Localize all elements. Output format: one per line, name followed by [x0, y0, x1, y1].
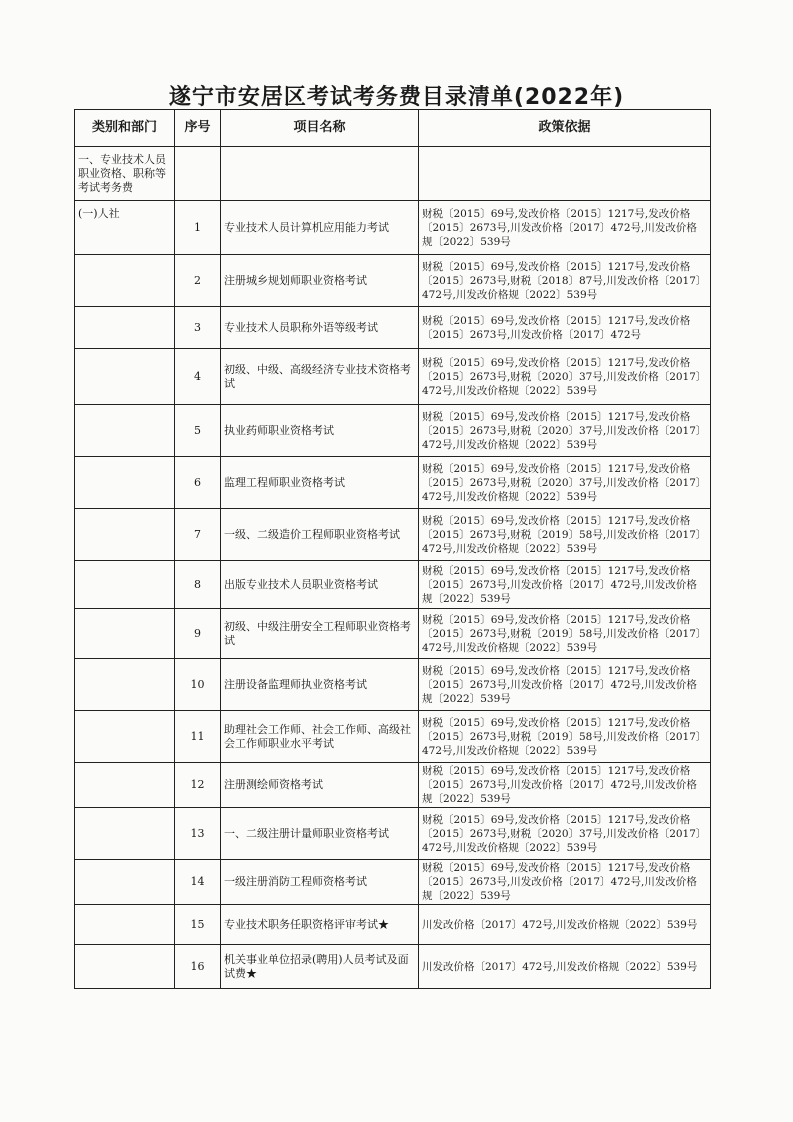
- policy-cell: 财税〔2015〕69号,发改价格〔2015〕1217号,发改价格〔2015〕2673号,财税〔2018〕87号,川发改价格〔2017〕472号,川发改价格规〔2022〕539号: [419, 255, 711, 307]
- category-cell: (一)人社: [75, 201, 175, 255]
- policy-cell: 川发改价格〔2017〕472号,川发改价格规〔2022〕539号: [419, 905, 711, 945]
- seq-cell: 9: [175, 609, 221, 659]
- table-row: [75, 307, 711, 349]
- section-row: [75, 147, 711, 201]
- item-name-cell: 注册测绘师资格考试: [221, 763, 419, 808]
- category-cell: [75, 307, 175, 349]
- table-row: [75, 860, 711, 905]
- table-row: [75, 659, 711, 711]
- header-seq: 序号: [175, 110, 221, 147]
- category-cell: [75, 808, 175, 860]
- item-name-cell: 初级、中级、高级经济专业技术资格考试: [221, 349, 419, 405]
- header-category: 类别和部门: [75, 110, 175, 147]
- category-cell: [75, 905, 175, 945]
- item-name-cell: 专业技术人员计算机应用能力考试: [221, 201, 419, 255]
- category-cell: [75, 561, 175, 609]
- seq-cell: 8: [175, 561, 221, 609]
- seq-cell: 13: [175, 808, 221, 860]
- category-cell: [75, 349, 175, 405]
- category-cell: [75, 457, 175, 509]
- item-name-cell: 专业技术职务任职资格评审考试★: [221, 905, 419, 945]
- policy-cell: 财税〔2015〕69号,发改价格〔2015〕1217号,发改价格〔2015〕2673号,财税〔2019〕58号,川发改价格〔2017〕472号,川发改价格规〔2022〕539号: [419, 711, 711, 763]
- policy-cell: 财税〔2015〕69号,发改价格〔2015〕1217号,发改价格〔2015〕2673号,川发改价格〔2017〕472号: [419, 307, 711, 349]
- seq-cell: 3: [175, 307, 221, 349]
- table-row: [75, 945, 711, 989]
- header-item: 项目名称: [221, 110, 419, 147]
- table-row: [75, 711, 711, 763]
- table-row: [75, 763, 711, 808]
- seq-cell: 15: [175, 905, 221, 945]
- table-row: [75, 561, 711, 609]
- table-row: [75, 609, 711, 659]
- policy-cell: 川发改价格〔2017〕472号,川发改价格规〔2022〕539号: [419, 945, 711, 989]
- table-row: [75, 201, 711, 255]
- item-name-cell: 一级、二级造价工程师职业资格考试: [221, 509, 419, 561]
- seq-cell: 16: [175, 945, 221, 989]
- table-row: [75, 349, 711, 405]
- item-name-cell: 一、二级注册计量师职业资格考试: [221, 808, 419, 860]
- fee-table: [74, 109, 711, 989]
- item-name-cell: 初级、中级注册安全工程师职业资格考试: [221, 609, 419, 659]
- seq-cell: 7: [175, 509, 221, 561]
- policy-cell: 财税〔2015〕69号,发改价格〔2015〕1217号,发改价格〔2015〕2673号,财税〔2020〕37号,川发改价格〔2017〕472号,川发改价格规〔2022〕539号: [419, 457, 711, 509]
- category-cell: [75, 659, 175, 711]
- item-name-cell: 执业药师职业资格考试: [221, 405, 419, 457]
- seq-cell: 2: [175, 255, 221, 307]
- seq-cell: 5: [175, 405, 221, 457]
- seq-cell: 10: [175, 659, 221, 711]
- category-cell: [75, 945, 175, 989]
- table-row: [75, 255, 711, 307]
- table-row: [75, 405, 711, 457]
- item-name-cell: 出版专业技术人员职业资格考试: [221, 561, 419, 609]
- table-row: [75, 509, 711, 561]
- header-policy: 政策依据: [419, 110, 711, 147]
- item-name-cell: 注册城乡规划师职业资格考试: [221, 255, 419, 307]
- item-name-cell: 注册设备监理师执业资格考试: [221, 659, 419, 711]
- policy-cell: 财税〔2015〕69号,发改价格〔2015〕1217号,发改价格〔2015〕2673号,川发改价格〔2017〕472号,川发改价格规〔2022〕539号: [419, 659, 711, 711]
- table-row: [75, 905, 711, 945]
- table-header-row: [75, 110, 711, 147]
- category-cell: [75, 860, 175, 905]
- table-row: [75, 808, 711, 860]
- seq-cell: 12: [175, 763, 221, 808]
- category-cell: [75, 255, 175, 307]
- item-name-cell: 机关事业单位招录(聘用)人员考试及面试费★: [221, 945, 419, 989]
- seq-cell: 6: [175, 457, 221, 509]
- item-name-cell: 一级注册消防工程师资格考试: [221, 860, 419, 905]
- policy-cell: 财税〔2015〕69号,发改价格〔2015〕1217号,发改价格〔2015〕2673号,川发改价格〔2017〕472号,川发改价格规〔2022〕539号: [419, 763, 711, 808]
- section-label: 一、专业技术人员职业资格、职称等考试考务费: [75, 147, 175, 201]
- item-name-cell: 助理社会工作师、社会工作师、高级社会工作师职业水平考试: [221, 711, 419, 763]
- seq-cell: 11: [175, 711, 221, 763]
- category-cell: [75, 763, 175, 808]
- item-name-cell: 监理工程师职业资格考试: [221, 457, 419, 509]
- policy-cell: 财税〔2015〕69号,发改价格〔2015〕1217号,发改价格〔2015〕2673号,财税〔2019〕58号,川发改价格〔2017〕472号,川发改价格规〔2022〕539号: [419, 609, 711, 659]
- category-cell: [75, 509, 175, 561]
- seq-cell: 4: [175, 349, 221, 405]
- table-row: [75, 457, 711, 509]
- policy-cell: 财税〔2015〕69号,发改价格〔2015〕1217号,发改价格〔2015〕2673号,川发改价格〔2017〕472号,川发改价格规〔2022〕539号: [419, 561, 711, 609]
- policy-cell: 财税〔2015〕69号,发改价格〔2015〕1217号,发改价格〔2015〕2673号,财税〔2020〕37号,川发改价格〔2017〕472号,川发改价格规〔2022〕539号: [419, 808, 711, 860]
- item-name-cell: 专业技术人员职称外语等级考试: [221, 307, 419, 349]
- category-cell: [75, 711, 175, 763]
- policy-cell: 财税〔2015〕69号,发改价格〔2015〕1217号,发改价格〔2015〕2673号,财税〔2019〕58号,川发改价格〔2017〕472号,川发改价格规〔2022〕539号: [419, 509, 711, 561]
- policy-cell: 财税〔2015〕69号,发改价格〔2015〕1217号,发改价格〔2015〕2673号,川发改价格〔2017〕472号,川发改价格规〔2022〕539号: [419, 201, 711, 255]
- seq-cell: 1: [175, 201, 221, 255]
- policy-cell: 财税〔2015〕69号,发改价格〔2015〕1217号,发改价格〔2015〕2673号,财税〔2020〕37号,川发改价格〔2017〕472号,川发改价格规〔2022〕539号: [419, 405, 711, 457]
- category-cell: [75, 609, 175, 659]
- category-cell: [75, 405, 175, 457]
- seq-cell: 14: [175, 860, 221, 905]
- page-title: 遂宁市安居区考试考务费目录清单(2022年): [168, 85, 625, 110]
- policy-cell: 财税〔2015〕69号,发改价格〔2015〕1217号,发改价格〔2015〕2673号,川发改价格〔2017〕472号,川发改价格规〔2022〕539号: [419, 860, 711, 905]
- policy-cell: 财税〔2015〕69号,发改价格〔2015〕1217号,发改价格〔2015〕2673号,财税〔2020〕37号,川发改价格〔2017〕472号,川发改价格规〔2022〕539号: [419, 349, 711, 405]
